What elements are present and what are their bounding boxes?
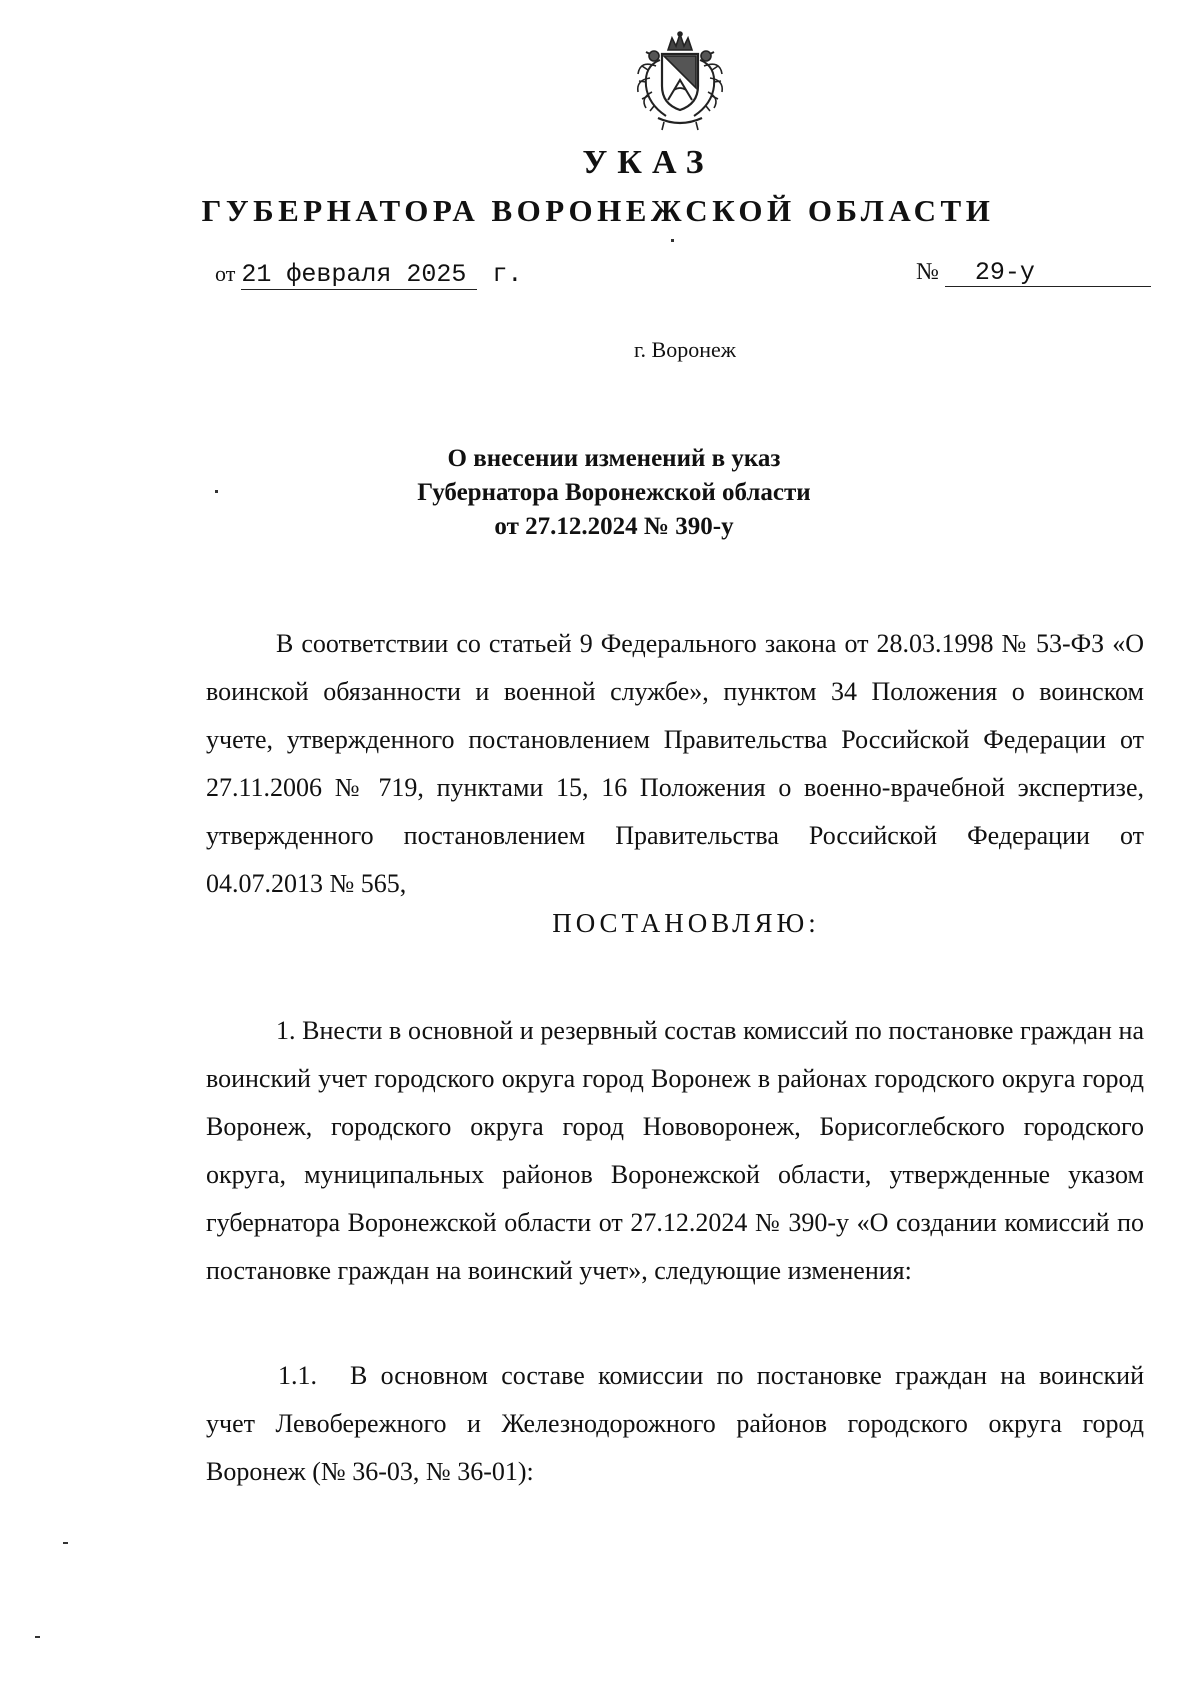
date-prefix: от <box>215 261 236 286</box>
number-value: 29-у <box>945 260 1151 287</box>
preamble-paragraph: В соответствии со статьей 9 Федерального закона от 28.03.1998 № 53-ФЗ «О воинской обязанности и военной службе», пунктом 34 Положения о воинском учете, утвержденного постановлением Правительства Российской Федерации от 27.11.2006 № 719, пунктами 15, 16 Положения о военно-врачебной экспертизе, утвержденного постановлением Правительства Российской Федерации от 04.07.2013 № 565, <box>206 629 1144 898</box>
item-1-1-number: 1.1. <box>278 1361 317 1390</box>
decree-subject <box>0 442 1200 544</box>
scan-speck <box>215 490 218 493</box>
subject-line: О внесении изменений в указ <box>447 445 781 472</box>
item-1-1-paragraph <box>206 1352 1144 1496</box>
coat-of-arms-icon <box>628 30 732 134</box>
document-title: УКАЗ <box>582 144 714 181</box>
date-suffix: г. <box>477 260 523 289</box>
decree-date <box>215 260 522 290</box>
scan-speck <box>671 239 674 242</box>
number-prefix: № <box>916 259 939 285</box>
decree-number <box>916 259 1151 287</box>
item-1-paragraph: 1. Внести в основной и резервный состав комиссий по постановке граждан на воинский учет городского округа город Воронеж в районах городского округа город Воронеж, городского округа город Нововоронеж, Борисоглебского городского округа, муниципальных районов Воронежской области, утвержденные указом губернатора Воронежской области от 27.12.2024 № 390-у «О создании комиссий по постановке граждан на воинский учет», следующие изменения: <box>206 1016 1144 1285</box>
subject-line: от 27.12.2024 № 390-у <box>494 513 734 540</box>
item-1-1-text: В основном составе комиссии по постановке граждан на воинский учет Левобережного и Железнодорожного районов городского округа город Воронеж (№ 36-03, № 36-01): <box>206 1361 1144 1486</box>
issuer-title: ГУБЕРНАТОРА ВОРОНЕЖСКОЙ ОБЛАСТИ <box>201 193 995 228</box>
date-value: 21 февраля 2025 <box>241 262 477 290</box>
decree-word: ПОСТАНОВЛЯЮ: <box>552 908 820 938</box>
city-of-issue: г. Воронеж <box>634 337 736 362</box>
scan-speck <box>63 1542 68 1544</box>
subject-line: Губернатора Воронежской области <box>417 479 811 506</box>
scan-speck <box>35 1636 40 1638</box>
